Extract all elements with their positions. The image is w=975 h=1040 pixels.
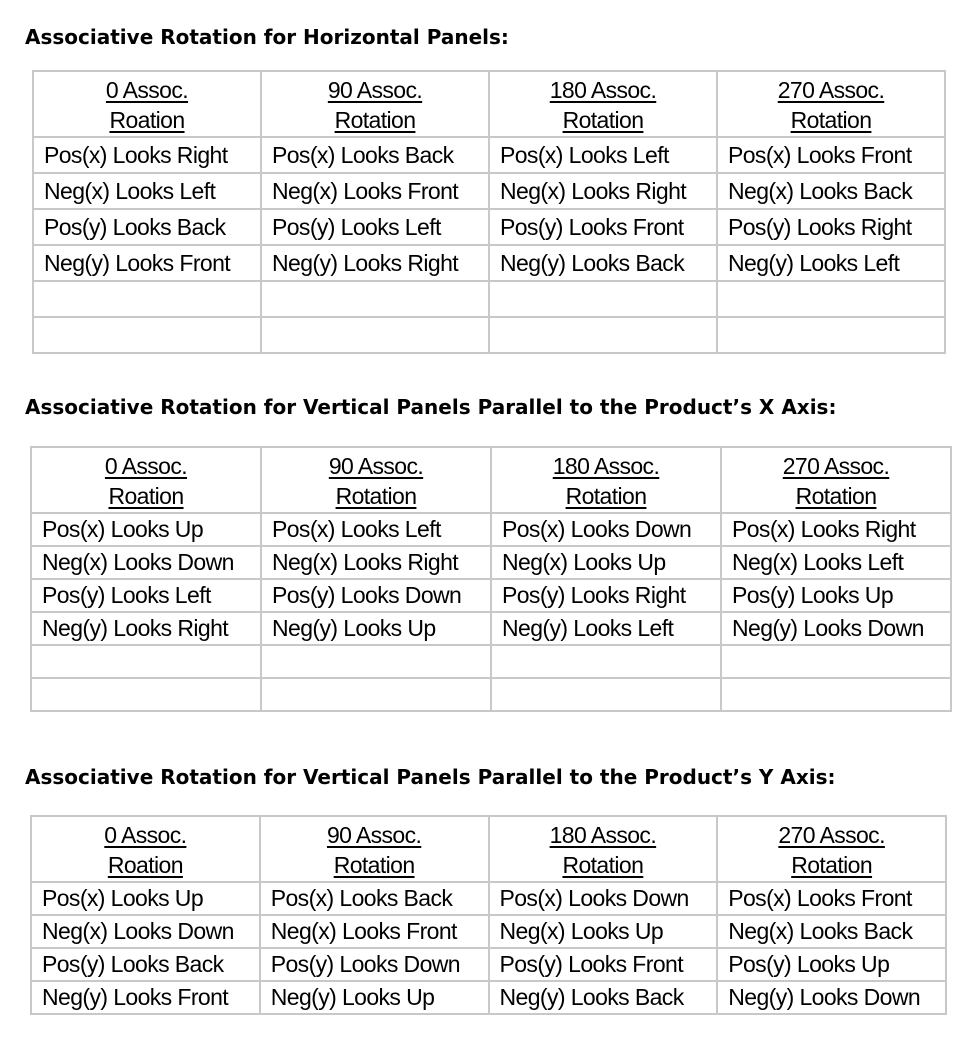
table-row: [31, 579, 951, 612]
table-cell: [33, 317, 261, 353]
table-cell: Pos(y) Looks Up: [721, 579, 951, 612]
column-header-line2: Rotation: [335, 483, 417, 509]
vertical-y-panels-table: [30, 815, 947, 1015]
table-cell: Pos(y) Looks Down: [261, 579, 491, 612]
table-cell: Neg(x) Looks Front: [261, 173, 489, 209]
column-header-line1: 180 Assoc.: [549, 822, 657, 848]
column-header: [721, 447, 951, 513]
table-cell: Neg(x) Looks Left: [721, 546, 951, 579]
table-row: [31, 678, 951, 711]
table-cell: Neg(x) Looks Down: [31, 546, 261, 579]
table-cell: Pos(x) Looks Back: [260, 882, 489, 915]
column-header-line1: 270 Assoc.: [777, 77, 885, 103]
table-row: [31, 882, 946, 915]
header-row: [31, 447, 951, 513]
table-cell: Neg(y) Looks Back: [489, 981, 718, 1014]
vertical-x-panels-table: [30, 446, 952, 712]
table-cell: Pos(x) Looks Down: [489, 882, 718, 915]
column-header-line2: Rotation: [791, 852, 873, 878]
column-header-line1: 90 Assoc.: [328, 453, 424, 479]
column-header-line1: 90 Assoc.: [327, 77, 423, 103]
table-cell: [717, 281, 945, 317]
table-cell: Pos(x) Looks Right: [721, 513, 951, 546]
table-cell: Pos(x) Looks Back: [261, 137, 489, 173]
table-cell: [31, 678, 261, 711]
table-cell: Neg(y) Looks Left: [491, 612, 721, 645]
table-row: [33, 137, 945, 173]
table-cell: Pos(y) Looks Left: [31, 579, 261, 612]
table-row: [33, 317, 945, 353]
table-cell: Neg(x) Looks Up: [491, 546, 721, 579]
table-cell: Pos(x) Looks Front: [717, 882, 946, 915]
column-header-line2: Roation: [109, 107, 185, 133]
section-title-vertical-x: Associative Rotation for Vertical Panels Parallel to the Product’s X Axis:: [25, 395, 837, 419]
table-cell: Neg(y) Looks Left: [717, 245, 945, 281]
table-cell: Pos(x) Looks Up: [31, 882, 260, 915]
table-cell: Neg(y) Looks Back: [489, 245, 717, 281]
table-row: [33, 245, 945, 281]
column-header-line2: Rotation: [562, 852, 644, 878]
table-cell: Pos(y) Looks Back: [33, 209, 261, 245]
table-cell: [721, 678, 951, 711]
table-cell: [721, 645, 951, 678]
column-header: [717, 816, 946, 882]
column-header-line2: Rotation: [790, 107, 872, 133]
table-cell: [261, 678, 491, 711]
table-cell: [489, 317, 717, 353]
table-row: [31, 546, 951, 579]
column-header-line2: Rotation: [562, 107, 644, 133]
section-title-horizontal: Associative Rotation for Horizontal Panels:: [25, 25, 509, 49]
table-cell: Pos(y) Looks Up: [717, 948, 946, 981]
header-row: [31, 816, 946, 882]
section-title-vertical-y: Associative Rotation for Vertical Panels Parallel to the Product’s Y Axis:: [25, 765, 836, 789]
column-header-line2: Roation: [107, 852, 183, 878]
column-header: [491, 447, 721, 513]
table-cell: Pos(x) Looks Up: [31, 513, 261, 546]
column-header: [489, 71, 717, 137]
table-cell: Neg(y) Looks Down: [717, 981, 946, 1014]
header-row: [33, 71, 945, 137]
column-header-line1: 0 Assoc.: [105, 77, 189, 103]
table-cell: Neg(x) Looks Right: [489, 173, 717, 209]
table-cell: Pos(y) Looks Right: [491, 579, 721, 612]
table-cell: Pos(y) Looks Front: [489, 209, 717, 245]
table-cell: Pos(x) Looks Left: [261, 513, 491, 546]
table-row: [31, 645, 951, 678]
table-cell: [489, 281, 717, 317]
table-cell: Neg(x) Looks Front: [260, 915, 489, 948]
column-header: [261, 447, 491, 513]
table-cell: Pos(y) Looks Front: [489, 948, 718, 981]
table-cell: Neg(y) Looks Up: [260, 981, 489, 1014]
table-row: [31, 948, 946, 981]
table-cell: Pos(y) Looks Back: [31, 948, 260, 981]
table-cell: Pos(y) Looks Left: [261, 209, 489, 245]
table-cell: [491, 678, 721, 711]
column-header: [261, 71, 489, 137]
table-row: [31, 915, 946, 948]
table-row: [33, 281, 945, 317]
table-cell: [261, 645, 491, 678]
table-cell: [491, 645, 721, 678]
table-cell: Neg(x) Looks Right: [261, 546, 491, 579]
column-header-line1: 180 Assoc.: [552, 453, 660, 479]
table-cell: Neg(x) Looks Down: [31, 915, 260, 948]
column-header-line2: Roation: [108, 483, 184, 509]
column-header-line2: Rotation: [334, 107, 416, 133]
column-header: [489, 816, 718, 882]
column-header-line1: 180 Assoc.: [549, 77, 657, 103]
table-cell: [717, 317, 945, 353]
table-cell: Neg(y) Looks Up: [261, 612, 491, 645]
table-cell: Neg(x) Looks Up: [489, 915, 718, 948]
table-cell: [261, 317, 489, 353]
table-cell: Neg(y) Looks Down: [721, 612, 951, 645]
table-cell: Pos(x) Looks Right: [33, 137, 261, 173]
table-cell: Neg(x) Looks Back: [717, 173, 945, 209]
table-cell: Neg(y) Looks Right: [31, 612, 261, 645]
table-cell: Neg(y) Looks Front: [33, 245, 261, 281]
column-header-line1: 270 Assoc.: [782, 453, 890, 479]
horizontal-panels-table: [32, 70, 946, 354]
column-header: [33, 71, 261, 137]
table-cell: Pos(x) Looks Front: [717, 137, 945, 173]
column-header-line1: 90 Assoc.: [326, 822, 422, 848]
column-header-line1: 270 Assoc.: [778, 822, 885, 848]
table-cell: Pos(x) Looks Down: [491, 513, 721, 546]
table-row: [31, 981, 946, 1014]
table-cell: Neg(x) Looks Left: [33, 173, 261, 209]
column-header-line1: 0 Assoc.: [104, 822, 187, 848]
column-header-line2: Rotation: [333, 852, 415, 878]
column-header: [717, 71, 945, 137]
column-header: [260, 816, 489, 882]
table-cell: Neg(y) Looks Right: [261, 245, 489, 281]
table-cell: Pos(x) Looks Left: [489, 137, 717, 173]
table-cell: Pos(y) Looks Down: [260, 948, 489, 981]
table-cell: Neg(y) Looks Front: [31, 981, 260, 1014]
table-row: [33, 173, 945, 209]
column-header: [31, 447, 261, 513]
table-cell: [31, 645, 261, 678]
table-row: [31, 513, 951, 546]
table-cell: Neg(x) Looks Back: [717, 915, 946, 948]
column-header-line1: 0 Assoc.: [104, 453, 188, 479]
table-cell: [261, 281, 489, 317]
column-header: [31, 816, 260, 882]
table-cell: Pos(y) Looks Right: [717, 209, 945, 245]
column-header-line2: Rotation: [795, 483, 877, 509]
table-row: [31, 612, 951, 645]
table-cell: [33, 281, 261, 317]
table-row: [33, 209, 945, 245]
column-header-line2: Rotation: [565, 483, 647, 509]
